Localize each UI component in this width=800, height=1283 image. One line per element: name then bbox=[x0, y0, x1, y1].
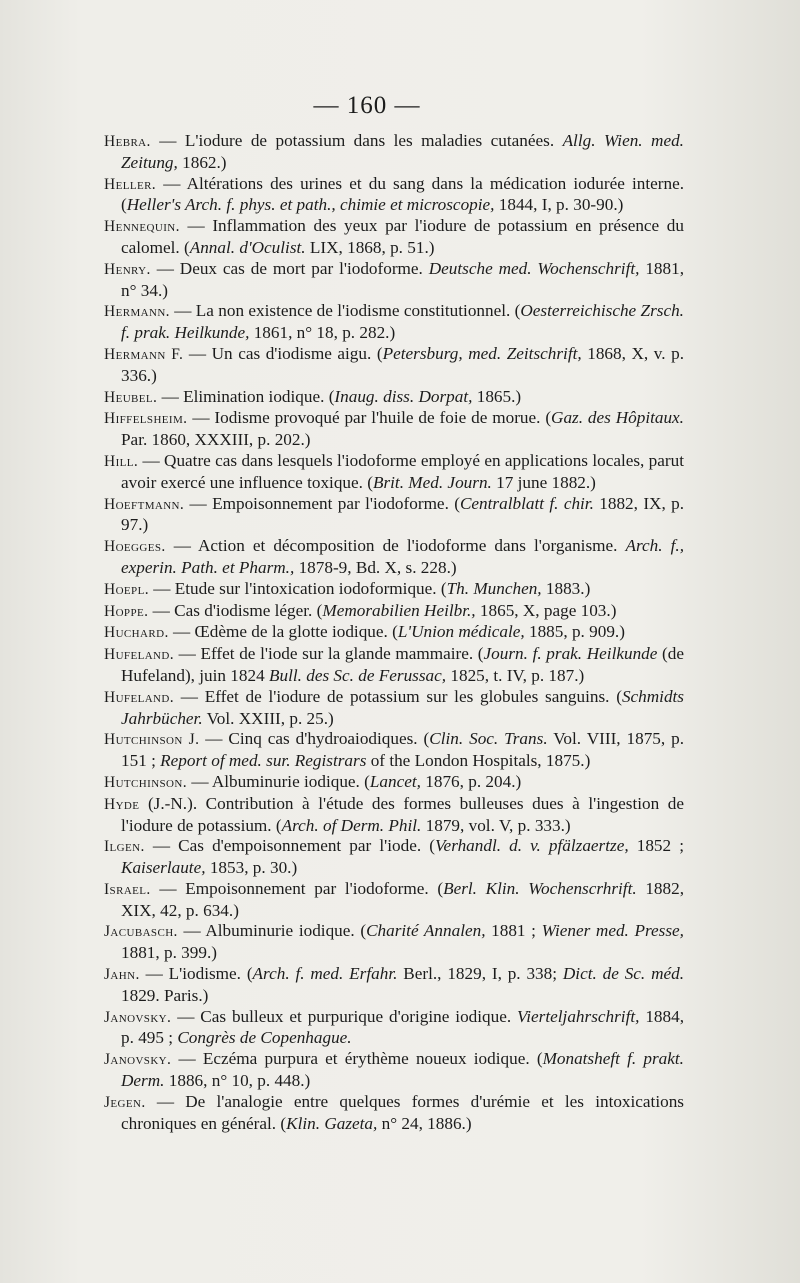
entry-source-title: Arch. f., experin. Path. et Pharm., bbox=[121, 536, 684, 577]
entry-text: (de Hufeland), juin 1824 bbox=[121, 644, 684, 685]
entry-author: Hennequin. bbox=[104, 218, 180, 236]
entry-text: — Empoisonnement par l'iodoforme. ( bbox=[184, 493, 460, 513]
entry-source-title: Deutsche med. Wochenschrift, bbox=[428, 258, 640, 278]
entry-text: Vol. XXIII, p. 25.) bbox=[202, 708, 334, 728]
entry-author: Hyde bbox=[104, 795, 140, 813]
entry-text: Berl., 1829, I, p. 338; bbox=[397, 964, 563, 984]
entry-text: — La non existence de l'iodisme constitutionnel. ( bbox=[169, 301, 521, 321]
entry-source-title: Annal. d'Oculist. bbox=[189, 237, 306, 257]
entry-text: — Effet de l'iodure de potassium sur les globules sanguins. ( bbox=[174, 686, 622, 706]
entry-source-title: Journ. f. prak. Heilkunde bbox=[483, 644, 658, 664]
entry-source-title: Th. Munchen, bbox=[446, 578, 542, 598]
entry-text: LIX, 1868, p. 51.) bbox=[305, 237, 435, 257]
entry-text: 1878-9, Bd. X, s. 228.) bbox=[294, 557, 457, 577]
page-number: — 160 — bbox=[313, 92, 421, 119]
entry-author: Hutchinson. bbox=[104, 773, 188, 791]
entry-source-title: Vierteljahrschrift, bbox=[517, 1006, 640, 1026]
bibliography-entry bbox=[104, 344, 684, 387]
bibliography-entry bbox=[104, 387, 684, 409]
entry-source-title: Wiener med. Presse, bbox=[541, 921, 684, 941]
entry-author: Ilgen. bbox=[104, 838, 145, 856]
entry-author: Hutchinson J. bbox=[104, 731, 200, 749]
entry-text: — Cas d'empoisonnement par l'iode. ( bbox=[144, 836, 435, 856]
entry-text: (J.-N.). Contribution à l'étude des formes bulleuses dues à l'ingestion de l'iodure de potassium. ( bbox=[121, 793, 684, 835]
entry-source-title: Report of med. sur. Registrars bbox=[160, 751, 367, 771]
entry-source-title: Congrès de Copenhague. bbox=[177, 1028, 352, 1048]
entry-text: — Deux cas de mort par l'iodoforme. bbox=[150, 258, 429, 278]
entry-source-title: Lancet, bbox=[369, 771, 421, 791]
entry-source-title: Oesterreichische Zrsch. f. prak. Heilkunde, bbox=[121, 301, 684, 343]
bibliography-entry bbox=[104, 579, 684, 601]
bibliography-entry bbox=[104, 644, 684, 687]
bibliography-entry bbox=[104, 964, 684, 1007]
entry-text: — L'iodisme. ( bbox=[139, 964, 253, 984]
entry-text: — Altérations des urines et du sang dans la médication iodurée interne. ( bbox=[121, 173, 684, 215]
bibliography-entry bbox=[104, 1049, 684, 1092]
entry-source-title: Allg. Wien. med. Zeitung, bbox=[121, 131, 684, 172]
bibliography-entry bbox=[104, 216, 684, 259]
entry-text: 1884, p. 495 ; bbox=[121, 1006, 684, 1048]
entry-text: — De l'analogie entre quelques formes d'urémie et les intoxications chroniques en général. ( bbox=[121, 1091, 684, 1133]
entry-source-title: L'Union médicale, bbox=[397, 622, 525, 642]
bibliography-entry bbox=[104, 536, 684, 579]
entry-text: — Œdème de la glotte iodique. ( bbox=[168, 622, 398, 642]
bibliography-entry bbox=[104, 622, 684, 644]
entry-text: — Cinq cas d'hydroaiodiques. ( bbox=[199, 729, 430, 749]
entry-author: Hoeftmann. bbox=[104, 495, 185, 513]
bibliography-entry bbox=[104, 1092, 684, 1135]
bibliography-entry bbox=[104, 687, 684, 730]
entry-author: Israel. bbox=[104, 880, 151, 898]
entry-text: 1879, vol. V, p. 333.) bbox=[421, 815, 571, 835]
entry-text: — Un cas d'iodisme aigu. ( bbox=[183, 343, 383, 363]
entry-source-title: Centralblatt f. chir. bbox=[459, 493, 594, 513]
bibliography-entry bbox=[104, 259, 684, 302]
entry-author: Jacubasch. bbox=[104, 923, 178, 941]
bibliography-entry bbox=[104, 131, 684, 174]
entry-source-title: Bull. des Sc. de Ferussac, bbox=[268, 665, 447, 685]
entry-author: Jahn. bbox=[104, 966, 140, 984]
entry-text: — Empoisonnement par l'iodoforme. ( bbox=[150, 878, 444, 898]
bibliography-entry bbox=[104, 921, 684, 964]
entry-text: — Cas d'iodisme léger. ( bbox=[148, 600, 323, 620]
entry-text: — Iodisme provoqué par l'huile de foie de morue. ( bbox=[187, 408, 552, 428]
entry-source-title: Schmidts Jahrbücher. bbox=[121, 686, 684, 728]
bibliography-entry bbox=[104, 729, 684, 772]
entry-text: 1883.) bbox=[541, 578, 591, 598]
entry-text: 1886, n° 10, p. 448.) bbox=[164, 1071, 311, 1091]
bibliography-entry bbox=[104, 494, 684, 537]
entry-source-title: Monatsheft f. prakt. Derm. bbox=[121, 1049, 684, 1091]
entry-text: — Albuminurie iodique. ( bbox=[187, 771, 370, 791]
bibliography-entry bbox=[104, 772, 684, 794]
entry-author: Heller. bbox=[104, 175, 157, 193]
entry-source-title: Verhandl. d. v. pfälzaertze, bbox=[434, 836, 629, 856]
entry-source-title: Memorabilien Heilbr., bbox=[322, 600, 476, 620]
entry-text: 1844, I, p. 30-90.) bbox=[494, 195, 624, 215]
entry-text: 1868, X, v. p. 336.) bbox=[121, 343, 685, 385]
entry-text: — Inflammation des yeux par l'iodure de potassium en présence du calomel. ( bbox=[121, 216, 684, 257]
bibliography-list bbox=[104, 131, 684, 1134]
entry-text: 1865, X, page 103.) bbox=[475, 600, 617, 620]
entry-text: Par. 1860, XXXIII, p. 202.) bbox=[121, 430, 311, 450]
bibliography-entry bbox=[104, 408, 684, 451]
entry-author: Hermann. bbox=[104, 303, 170, 321]
entry-text: 1882, XIX, 42, p. 634.) bbox=[121, 878, 685, 920]
entry-author: Henry. bbox=[104, 260, 151, 278]
entry-source-title: Arch. f. med. Erfahr. bbox=[252, 964, 398, 984]
entry-author: Hoppe. bbox=[104, 602, 149, 620]
entry-text: 1862.) bbox=[177, 152, 227, 172]
entry-text: 1876, p. 204.) bbox=[420, 771, 522, 791]
entry-text: 1825, t. IV, p. 187.) bbox=[446, 665, 585, 685]
entry-author: Janovsky. bbox=[104, 1051, 172, 1069]
entry-author: Hiffelsheim. bbox=[104, 410, 188, 428]
entry-author: Hill. bbox=[104, 452, 139, 470]
entry-text: 1881 ; bbox=[485, 921, 542, 941]
entry-source-title: Berl. Klin. Wochenscrhrift. bbox=[443, 878, 637, 898]
entry-text: 1861, n° 18, p. 282.) bbox=[249, 323, 396, 343]
entry-text: 1853, p. 30.) bbox=[205, 858, 298, 878]
bibliography-entry bbox=[104, 601, 684, 623]
entry-text: 1885, p. 909.) bbox=[524, 622, 625, 642]
entry-text: — Albuminurie iodique. ( bbox=[177, 921, 367, 941]
entry-source-title: Clin. Soc. Trans. bbox=[429, 729, 548, 749]
entry-source-title: Charité Annalen, bbox=[366, 921, 486, 941]
entry-text: — Elimination iodique. ( bbox=[157, 386, 335, 406]
entry-author: Heubel. bbox=[104, 388, 158, 406]
entry-text: — Cas bulleux et purpurique d'origine iodique. bbox=[171, 1006, 518, 1026]
entry-author: Jegen. bbox=[104, 1093, 146, 1111]
entry-author: Hoegges. bbox=[104, 538, 166, 556]
entry-text: — Effet de l'iode sur la glande mammaire. ( bbox=[174, 644, 484, 664]
entry-author: Hufeland. bbox=[104, 688, 175, 706]
bibliography-entry bbox=[104, 879, 684, 922]
bibliography-entry bbox=[104, 794, 684, 837]
entry-text: — L'iodure de potassium dans les maladies cutanées. bbox=[150, 131, 563, 150]
bibliography-entry bbox=[104, 174, 684, 217]
entry-source-title: Brit. Med. Journ. bbox=[372, 472, 492, 492]
entry-text: — Quatre cas dans lesquels l'iodoforme employé en applications locales, parut avoir exercé une influence toxique. ( bbox=[121, 450, 684, 492]
entry-text: — Etude sur l'intoxication iodoformique. ( bbox=[148, 578, 447, 598]
entry-author: Hufeland. bbox=[104, 646, 175, 664]
entry-source-title: Dict. de Sc. méd. bbox=[562, 964, 684, 984]
entry-text: 1829. Paris.) bbox=[121, 985, 209, 1005]
entry-text: 1882, IX, p. 97.) bbox=[121, 493, 685, 535]
entry-text: 17 june 1882.) bbox=[491, 472, 596, 492]
entry-source-title: Klin. Gazeta, bbox=[286, 1113, 378, 1133]
entry-source-title: Petersburg, med. Zeitschrift, bbox=[382, 343, 582, 363]
entry-source-title: Arch. of Derm. Phil. bbox=[281, 815, 422, 835]
entry-author: Hermann F. bbox=[104, 345, 184, 363]
entry-source-title: Inaug. diss. Dorpat, bbox=[334, 386, 473, 406]
entry-text: n° 24, 1886.) bbox=[377, 1113, 472, 1133]
entry-text: 1852 ; bbox=[628, 836, 684, 856]
entry-text: 1881, n° 34.) bbox=[121, 258, 685, 300]
entry-text: 1865.) bbox=[472, 386, 522, 406]
bibliography-entry bbox=[104, 451, 684, 494]
entry-author: Huchard. bbox=[104, 624, 169, 642]
entry-text: of the London Hospitals, 1875.) bbox=[366, 751, 591, 771]
entry-author: Hoepl. bbox=[104, 580, 149, 598]
entry-text: — Eczéma purpura et érythème noueux iodique. ( bbox=[171, 1049, 543, 1069]
entry-source-title: Kaiserlaute, bbox=[121, 858, 206, 878]
entry-text: Vol. VIII, 1875, p. 151 ; bbox=[121, 729, 685, 771]
bibliography-entry bbox=[104, 301, 684, 344]
entry-source-title: Gaz. des Hôpitaux. bbox=[551, 408, 684, 428]
entry-text: 1881, p. 399.) bbox=[121, 943, 217, 963]
bibliography-entry bbox=[104, 836, 684, 879]
entry-source-title: Heller's Arch. f. phys. et path., chimie et microscopie, bbox=[126, 195, 495, 215]
bibliography-entry bbox=[104, 1007, 684, 1050]
entry-author: Janovsky. bbox=[104, 1008, 172, 1026]
entry-text: — Action et décomposition de l'iodoforme dans l'organisme. bbox=[165, 536, 626, 556]
entry-author: Hebra. bbox=[104, 133, 151, 150]
